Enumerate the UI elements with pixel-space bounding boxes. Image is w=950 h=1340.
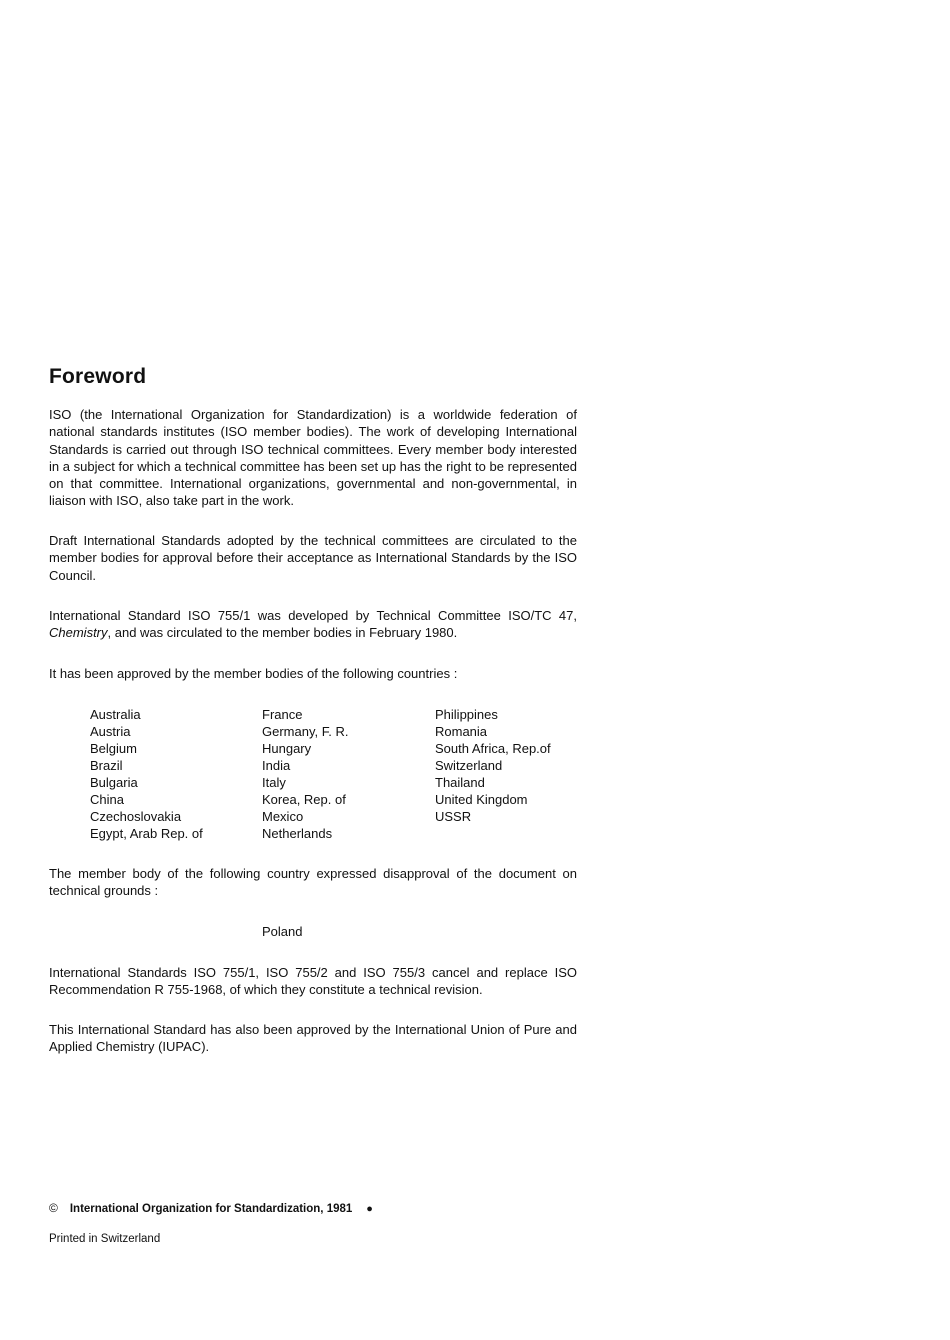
country-name: Hungary [262,741,312,756]
country-name: Bulgaria [90,775,138,790]
country-name: Germany, F. R. [262,724,349,739]
country-name: USSR [435,809,472,824]
paragraph-iso-intro: ISO (the International Organization for Standardization) is a worldwide federation of national standards institutes (ISO member bodies). The work of developing International Standards is carried out through ISO technical committees. Every member body interested in a subject for which a technical committee has been set up has the right to be represented on that committee. International organizations, governmental and non-governmental, in liaison with ISO, also take part in the work. [49,407,577,509]
country-name: Mexico [262,809,304,824]
country-name: Switzerland [435,758,503,773]
committee-name: Chemistry [49,625,108,641]
paragraph-cancellation: International Standards ISO 755/1, ISO 755/2 and ISO 755/3 cancel and replace ISO Recommendation R 755-1968, of which they constitute a technical revision. [49,965,577,998]
bullet-icon: ● [366,1203,373,1215]
country-name: Belgium [90,741,137,756]
country-name: Netherlands [262,826,333,841]
printed-in: Printed in Switzerland [49,1233,161,1245]
country-name: Austria [90,724,131,739]
copyright-text: International Organization for Standardization, 1981 [69,1203,353,1215]
country-name: Brazil [90,758,123,773]
paragraph-approval-intro: It has been approved by the member bodies of the following countries : [49,666,458,681]
country-name: Egypt, Arab Rep. of [90,826,203,841]
country-name: United Kingdom [435,792,528,807]
country-name: Philippines [435,707,498,722]
paragraph-draft-standards: Draft International Standards adopted by the technical committees are circulated to the member bodies for approval before their acceptance as International Standards by the ISO Council. [49,533,577,583]
country-name: India [262,758,291,773]
country-name: South Africa, Rep.of [435,741,551,756]
countries-column-2 [262,706,348,842]
paragraph-disapproval: The member body of the following country expressed disapproval of the document on technical grounds : [49,866,577,899]
country-name: France [262,707,303,722]
page-title: Foreword [49,365,147,388]
countries-column-3 [435,706,551,825]
development-text-end: , and was circulated to the member bodies in February 1980. [107,625,458,641]
paragraph-iupac: This International Standard has also been approved by the International Union of Pure and Applied Chemistry (IUPAC). [49,1022,577,1055]
country-name: Thailand [435,775,485,790]
country-name: China [90,792,124,807]
copyright-icon: © [49,1201,58,1215]
development-text-start: International Standard ISO 755/1 was developed by Technical Committee ISO/TC 47, [49,608,577,623]
copyright-line [49,1200,373,1217]
paragraph-development [49,607,577,642]
country-name: Romania [435,724,488,739]
country-name: Australia [90,707,141,722]
countries-column-1 [90,706,203,842]
country-name: Korea, Rep. of [262,792,346,807]
country-name: Czechoslovakia [90,809,182,824]
country-name: Italy [262,775,286,790]
disapproving-country: Poland [262,924,303,939]
